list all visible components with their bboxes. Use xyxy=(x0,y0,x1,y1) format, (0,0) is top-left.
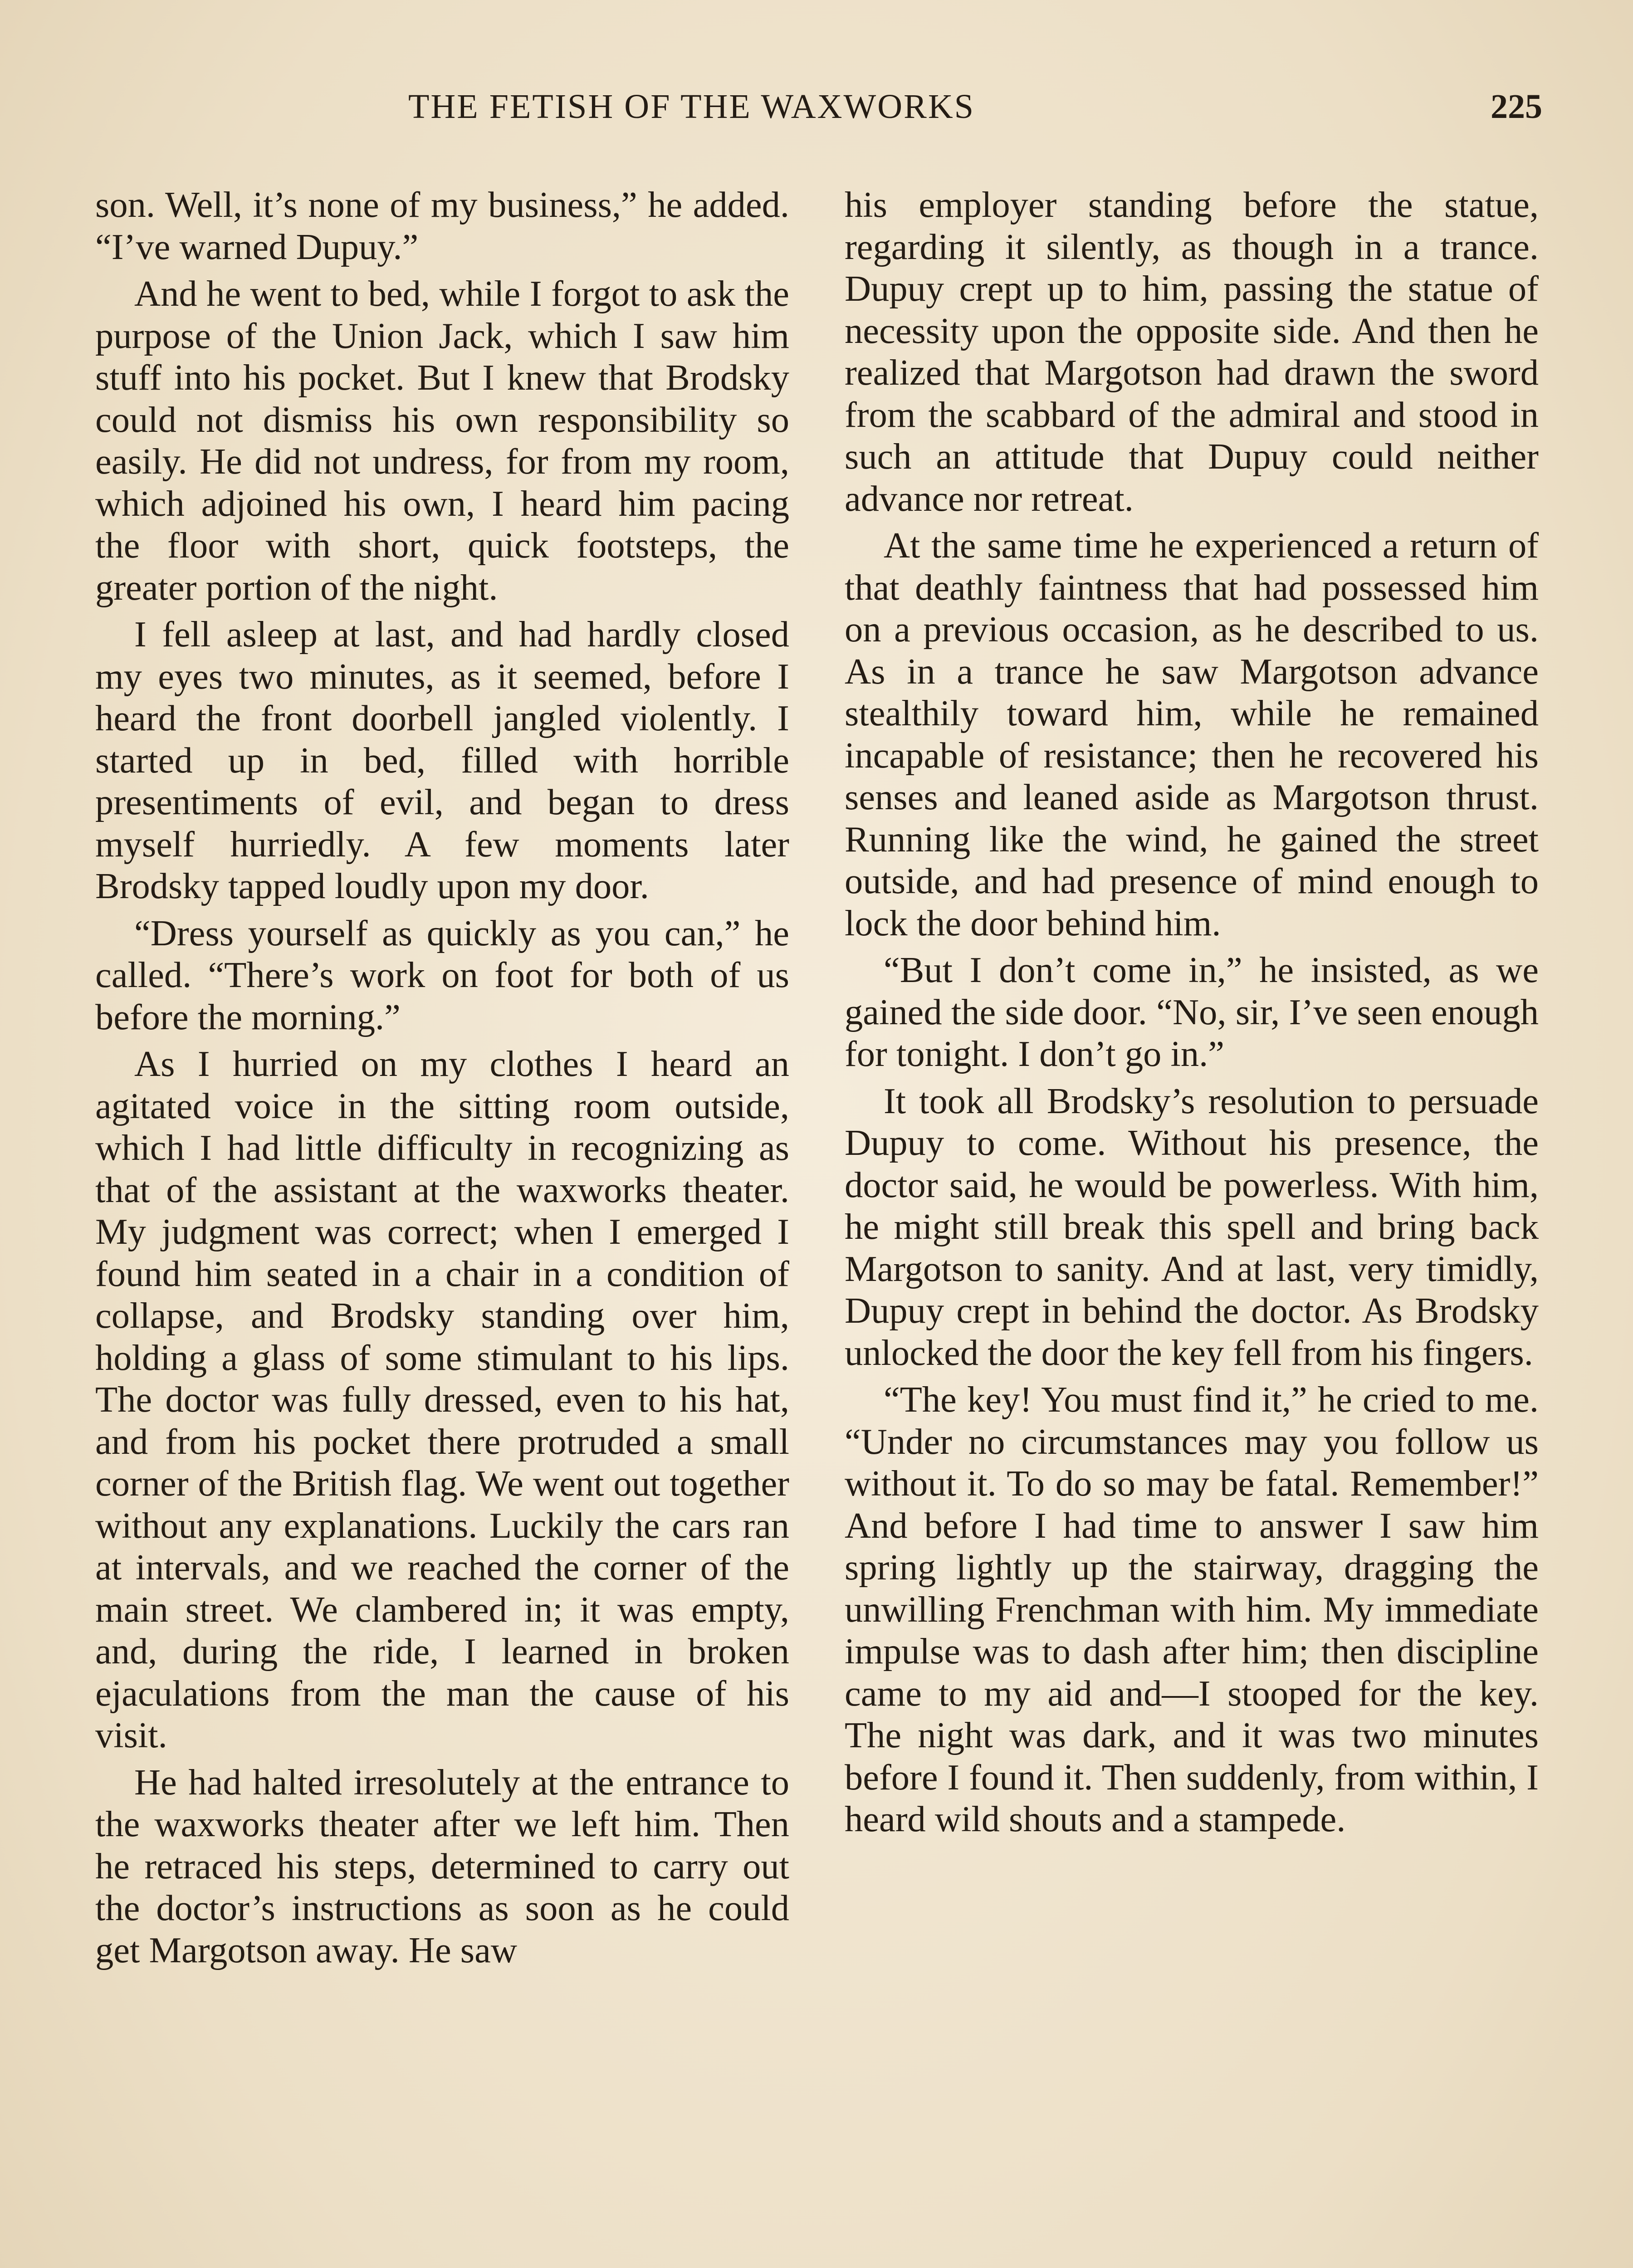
running-title: THE FETISH OF THE WAXWORKS xyxy=(408,88,975,126)
paragraph: I fell asleep at last, and had hardly closed my eyes two minutes, as it seemed, before I heard the front doorbell jangled violently. I started up in bed, filled with horrible presentiments of evil, and began to dress myself hurriedly. A few moments later Brodsky tapped loudly upon my door. xyxy=(95,614,789,906)
left-column xyxy=(95,184,789,1976)
right-column xyxy=(845,184,1539,1846)
paragraph: “But I don’t come in,” he insisted, as we gained the side door. “No, sir, I’ve seen enough for tonight. I don’t go in.” xyxy=(845,950,1539,1074)
paragraph: his employer standing before the statue, regarding it silently, as though in a trance. Dupuy crept up to him, passing the statue of necessity upon the opposite side. And then he realized that Margotson had drawn the sword from the scabbard of the admiral and stood in such an attitude that Dupuy could neither advance nor retreat. xyxy=(845,185,1539,519)
paragraph: son. Well, it’s none of my business,” he added. “I’ve warned Dupuy.” xyxy=(95,185,789,267)
page-number: 225 xyxy=(1491,88,1542,126)
paragraph: “Dress yourself as quickly as you can,” he called. “There’s work on foot for both of us before the morning.” xyxy=(95,913,789,1037)
paragraph: “The key! You must find it,” he cried to me. “Under no circumstances may you follow us without it. To do so may be fatal. Remember!” And before I had time to answer I saw him spring lightly up the stairway, dragging the unwilling Frenchman with him. My immediate impulse was to dash after him; then discipline came to my aid and—I stooped for the key. The night was dark, and it was two minutes before I found it. Then suddenly, from within, I heard wild shouts and a stampede. xyxy=(845,1379,1539,1839)
paragraph: And he went to bed, while I forgot to ask the purpose of the Union Jack, which I saw him stuff into his pocket. But I knew that Brodsky could not dismiss his own responsibility so easily. He did not undress, for from my room, which adjoined his own, I heard him pacing the floor with short, quick footsteps, the greater portion of the night. xyxy=(95,274,789,608)
paragraph: He had halted irresolutely at the entrance to the waxworks theater after we left him. Then he retraced his steps, determined to carry out the doctor’s instructions as soon as he could get Margotson away. He saw xyxy=(95,1762,789,1970)
paragraph: As I hurried on my clothes I heard an agitated voice in the sitting room outside, which I had little difficulty in recognizing as that of the assistant at the waxworks theater. My judgment was correct; when I emerged I found him seated in a chair in a condition of collapse, and Brodsky standing over him, holding a glass of some stimulant to his lips. The doctor was fully dressed, even to his hat, and from his pocket there protruded a small corner of the British flag. We went out together without any explanations. Luckily the cars ran at intervals, and we reached the corner of the main street. We clambered in; it was empty, and, during the ride, I learned in broken ejaculations from the man the cause of his visit. xyxy=(95,1044,789,1755)
paragraph: At the same time he experienced a return of that deathly faintness that had possessed him on a previous occasion, as he described to us. As in a trance he saw Margotson advance stealthily toward him, while he remained incapable of resistance; then he recovered his senses and leaned aside as Margotson thrust. Running like the wind, he gained the street outside, and had presence of mind enough to lock the door behind him. xyxy=(845,525,1539,943)
page-header xyxy=(91,87,1542,132)
paragraph: It took all Brodsky’s resolution to persuade Dupuy to come. Without his presence, the doctor said, he would be powerless. With him, he might still break this spell and bring back Margotson to sanity. And at last, very timidly, Dupuy crept in behind the doctor. As Brodsky unlocked the door the key fell from his fingers. xyxy=(845,1080,1539,1373)
